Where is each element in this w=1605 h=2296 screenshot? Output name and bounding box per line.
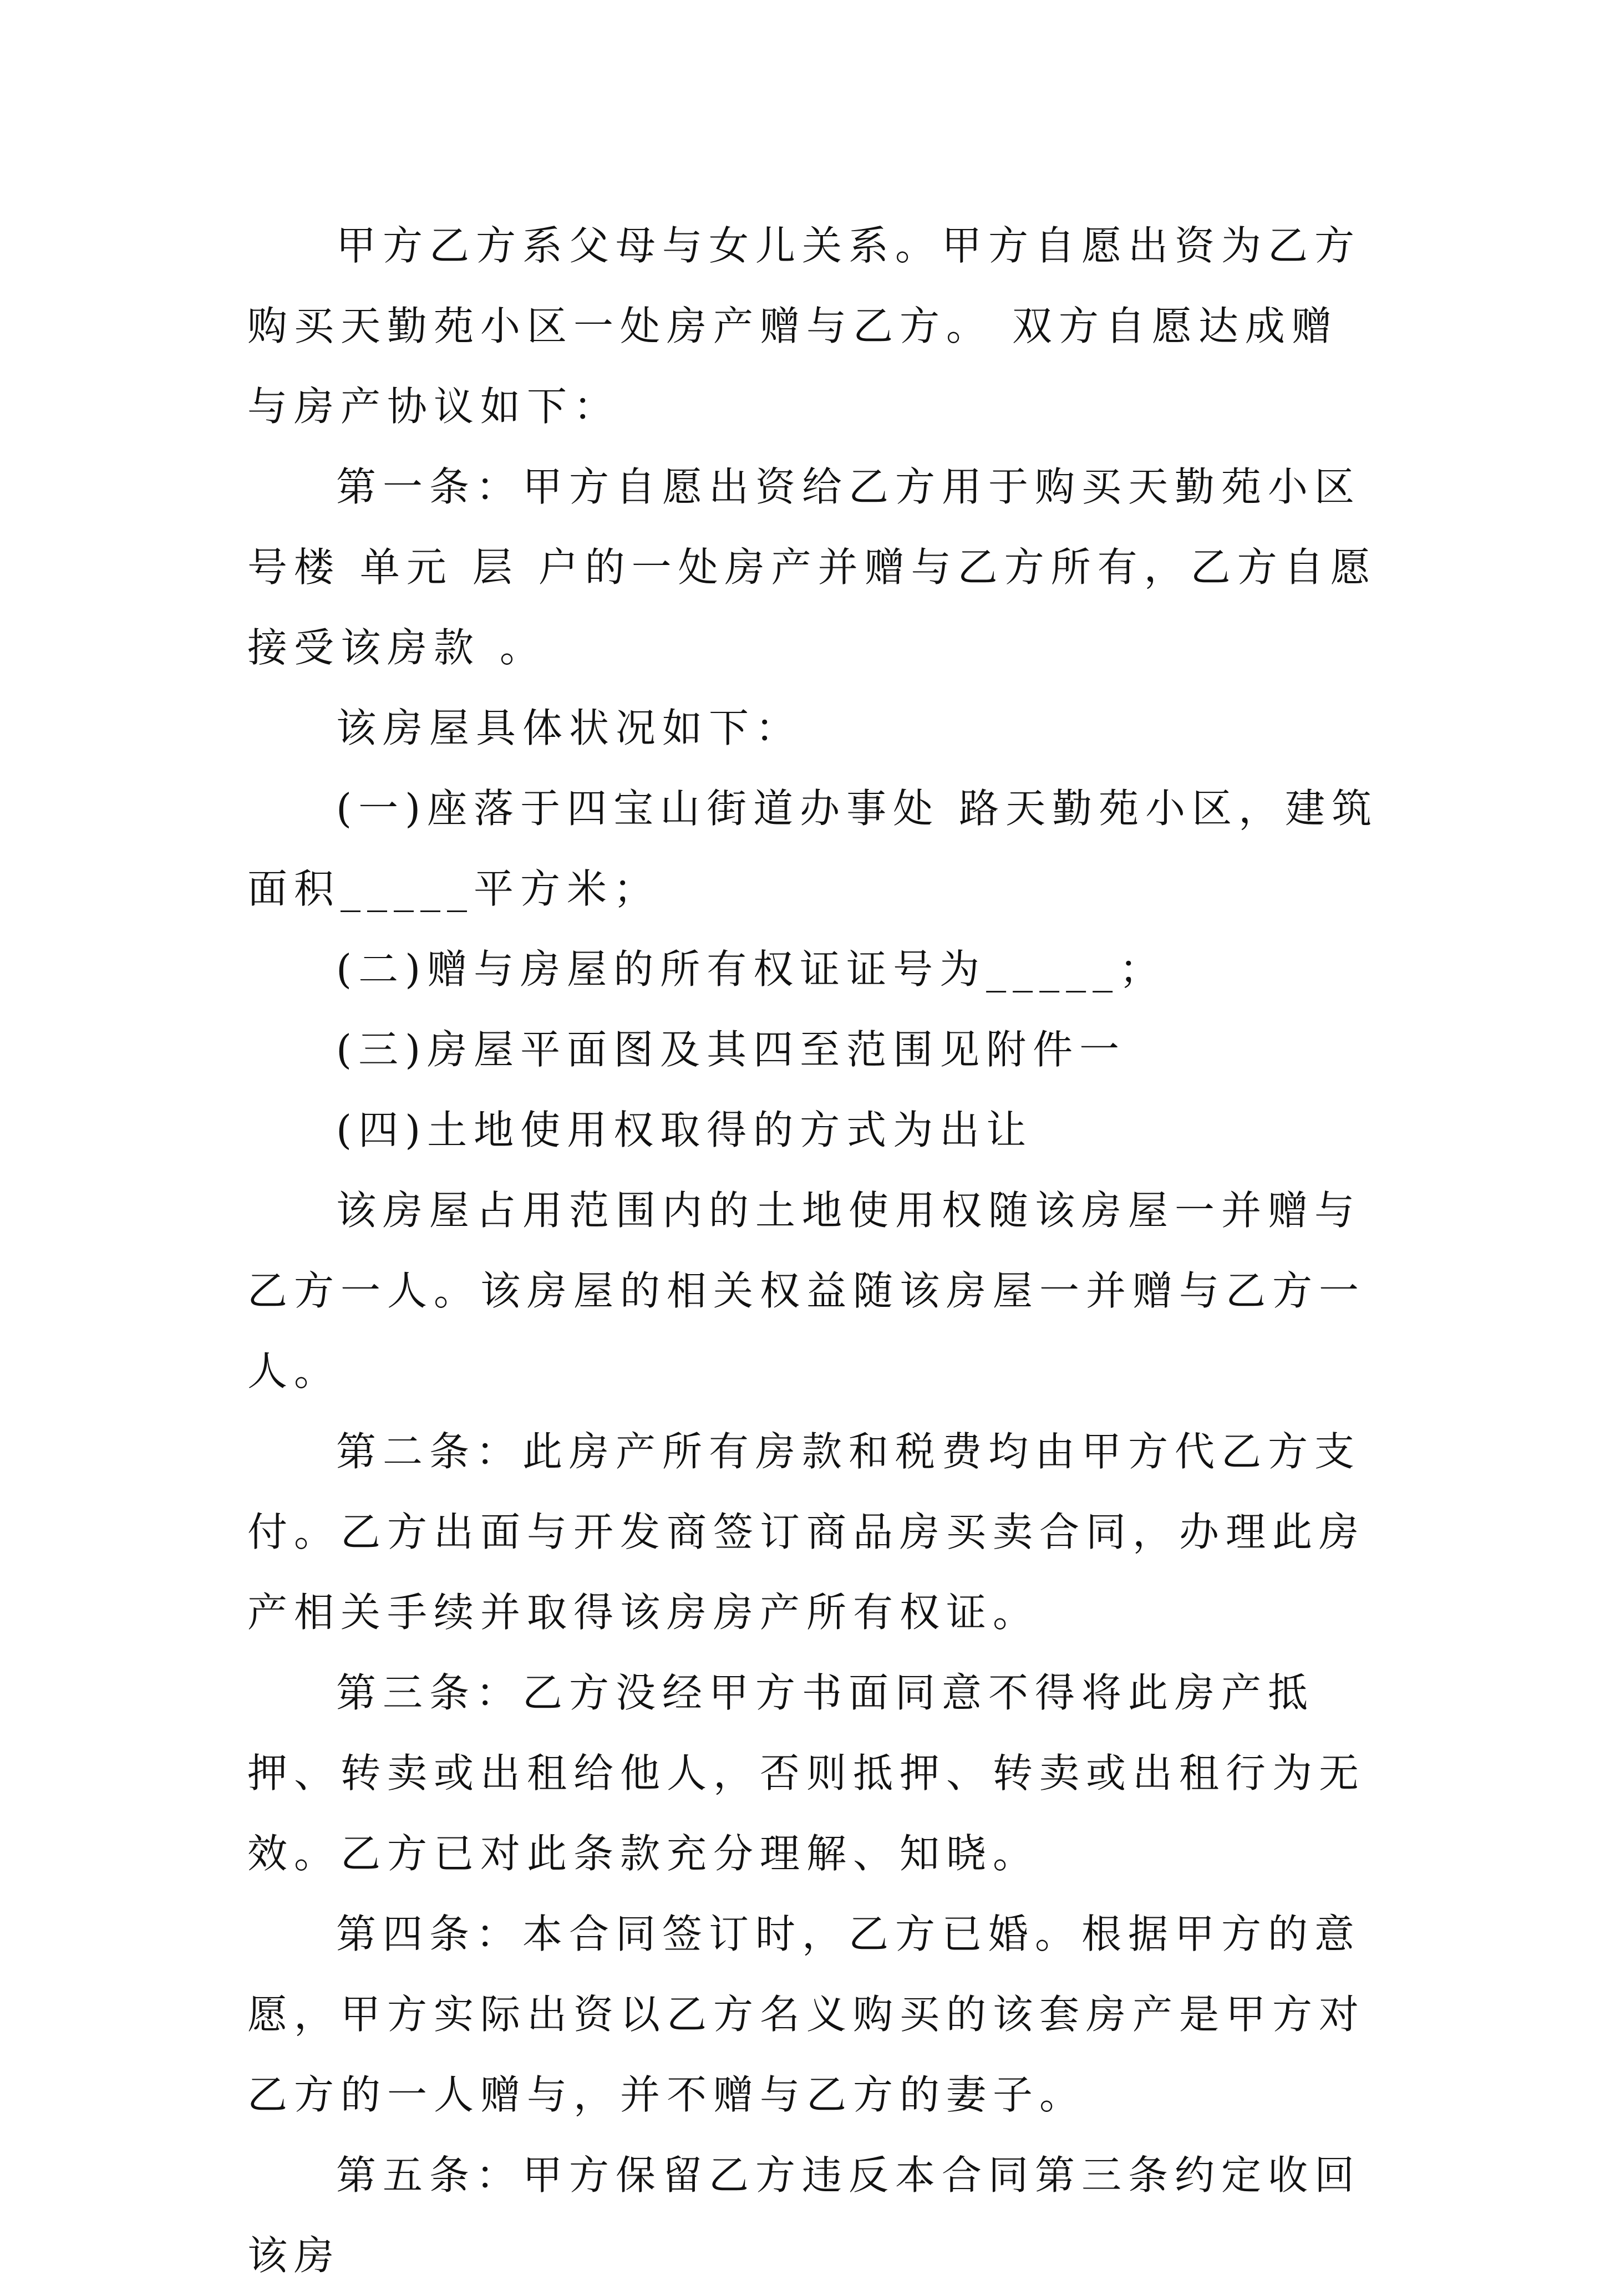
- paragraph-article-1: 第一条：甲方自愿出资给乙方用于购买天勤苑小区号楼 单元 层 户的一处房产并赠与乙方所有，乙方自愿接受该房款 。: [247, 464, 1377, 671]
- paragraph-article-3: 第三条：乙方没经甲方书面同意不得将此房产抵押、转卖或出租给他人，否则抵押、转卖或出租行为无效。乙方已对此条款充分理解、知晓。: [247, 1669, 1366, 1877]
- paragraph-land-rights: 该房屋占用范围内的土地使用权随该房屋一并赠与乙方一人。该房屋的相关权益随该房屋一并赠与乙方一人。: [247, 1187, 1366, 1394]
- paragraph-item-1: (一)座落于四宝山街道办事处 路天勤苑小区，建筑面积_____平方米；: [247, 785, 1379, 912]
- paragraph-article-5: 第五条：甲方保留乙方违反本合同第三条约定收回该房: [247, 2152, 1362, 2279]
- paragraph-house-status-heading: 该房屋具体状况如下：: [336, 705, 802, 751]
- paragraph-intro: 甲方乙方系父母与女儿关系。甲方自愿出资为乙方购买天勤苑小区一处房产赠与乙方。 双方自愿达成赠与房产协议如下：: [247, 222, 1362, 430]
- paragraph-item-4: (四)土地使用权取得的方式为出让: [336, 1107, 1033, 1153]
- paragraph-item-2: (二)赠与房屋的所有权证证号为_____；: [336, 946, 1166, 992]
- document-body: [247, 206, 1379, 2296]
- paragraph-article-4: 第四条：本合同签订时，乙方已婚。根据甲方的意愿，甲方实际出资以乙方名义购买的该套房产是甲方对乙方的一人赠与，并不赠与乙方的妻子。: [247, 1911, 1366, 2118]
- paragraph-item-3: (三)房屋平面图及其四至范围见附件一: [336, 1026, 1126, 1073]
- paragraph-article-2: 第二条：此房产所有房款和税费均由甲方代乙方支付。乙方出面与开发商签订商品房买卖合同，办理此房产相关手续并取得该房房产所有权证。: [247, 1428, 1366, 1636]
